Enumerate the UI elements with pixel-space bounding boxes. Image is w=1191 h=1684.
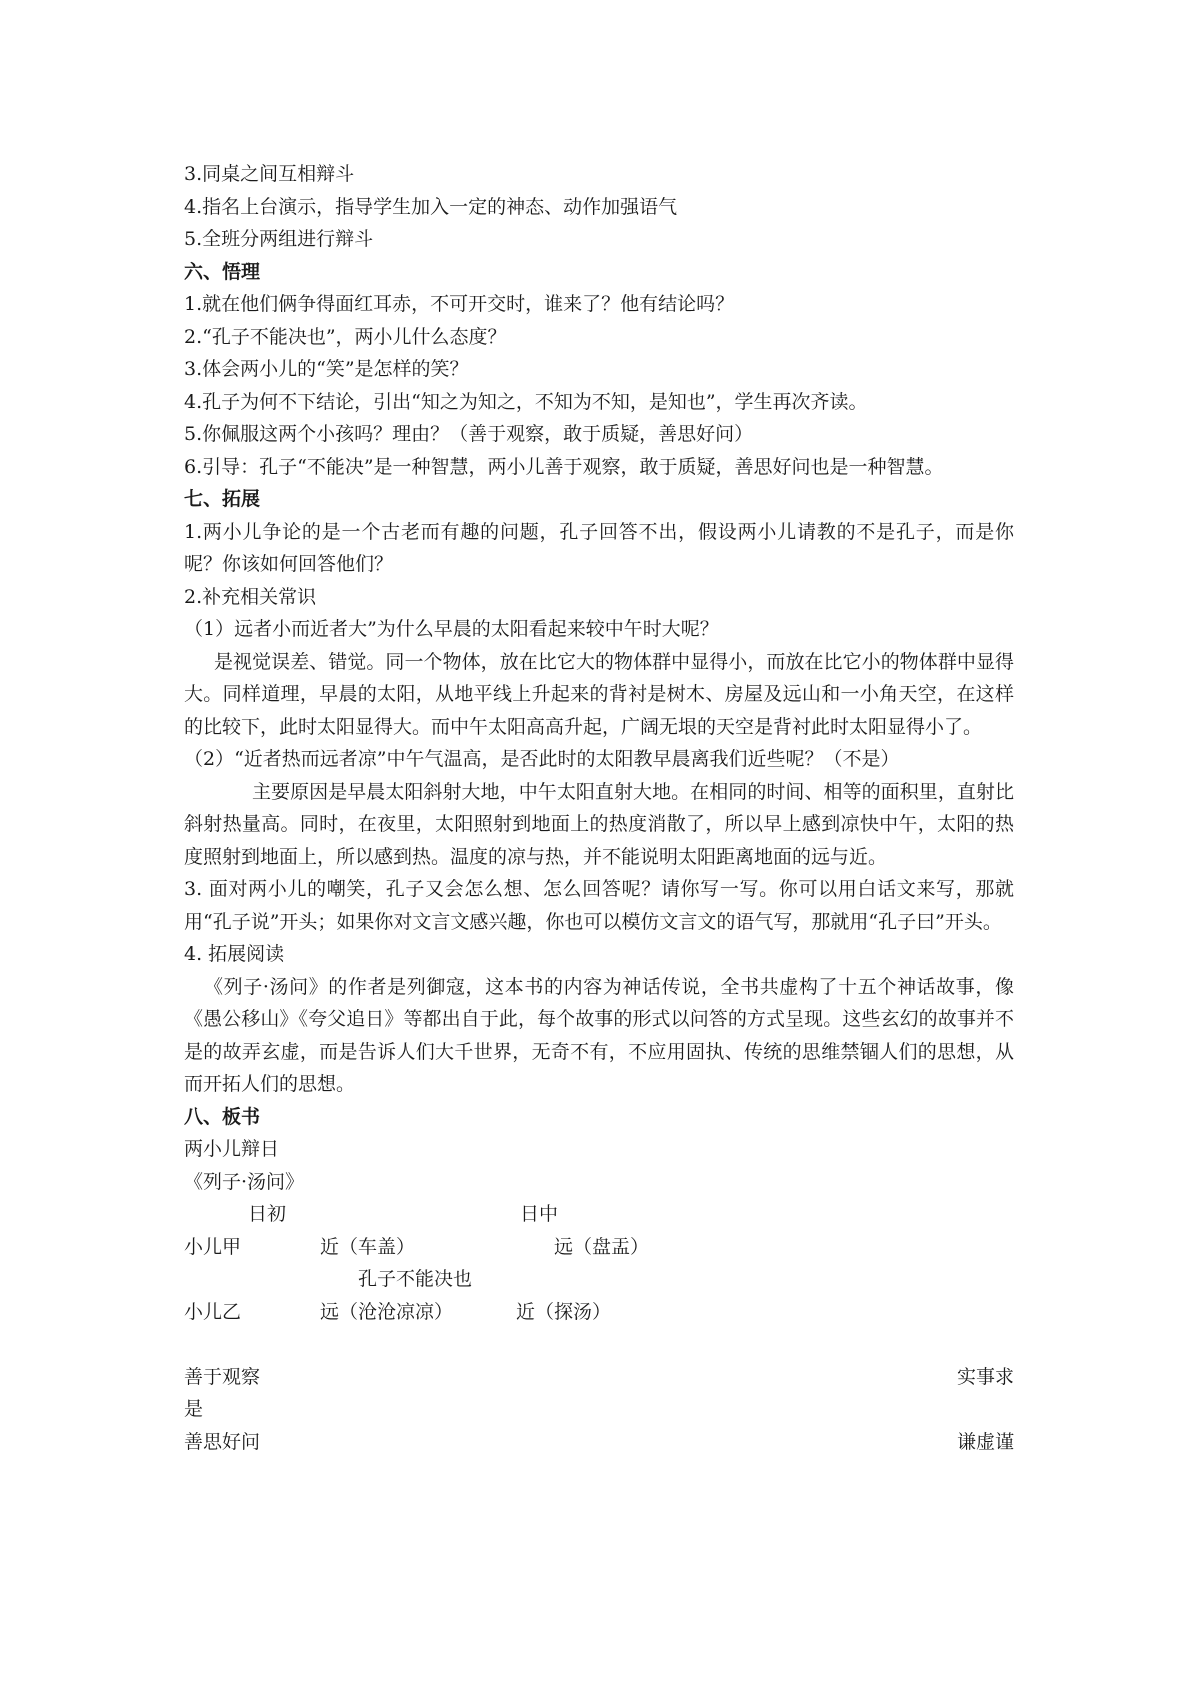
- section-7-item-1: 1.两小儿争论的是一个古老而有趣的问题，孔子回答不出，假设两小儿请教的不是孔子，而是你呢？你该如何回答他们？: [184, 520, 1014, 575]
- board-right-2: 谦虚谨: [956, 1430, 1014, 1453]
- board-row-child-a: [184, 1231, 1014, 1264]
- board-child-a: 小儿甲: [184, 1235, 242, 1258]
- board-right-1: 实事求: [956, 1365, 1014, 1388]
- step-3: 3.同桌之间互相辩斗: [184, 163, 355, 185]
- board-summary-row-1-cont: [184, 1393, 1014, 1426]
- board-source: 《列子·汤问》: [184, 1170, 305, 1193]
- board-b-noon: 近（探汤）: [516, 1300, 612, 1323]
- knowledge-question-2: （2）“近者热而远者凉”中午气温高，是否此时的太阳教早晨离我们近些呢？（不是）: [184, 748, 900, 770]
- board-a-noon: 远（盘盂）: [554, 1235, 650, 1258]
- section-6-item-5: 5.你佩服这两个小孩吗？理由？（善于观察，敢于质疑，善思好问）: [184, 423, 754, 445]
- section-7-item-4: 4. 拓展阅读: [184, 943, 285, 965]
- section-7-heading: 七、拓展: [184, 488, 261, 510]
- section-6-item-2: 2.“孔子不能决也”，两小儿什么态度？: [184, 325, 507, 348]
- board-col-morning: 日初: [248, 1203, 287, 1225]
- knowledge-question-1: （1）远者小而近者大”为什么早晨的太阳看起来较中午时大呢？: [184, 618, 719, 640]
- board-a-morning: 近（车盖）: [320, 1235, 416, 1258]
- step-4: 4.指名上台演示，指导学生加入一定的神态、动作加强语气: [184, 195, 678, 218]
- section-6-item-6: 6.引导：孔子“不能决”是一种智慧，两小儿善于观察，敢于质疑，善思好问也是一种智慧。: [184, 455, 944, 478]
- section-8-heading: 八、板书: [184, 1105, 261, 1128]
- board-spacer: [184, 1328, 1014, 1361]
- board-left-1-cont: 是: [184, 1398, 204, 1420]
- board-row-child-b: [184, 1296, 1014, 1329]
- board-left-2: 善思好问: [184, 1430, 261, 1453]
- step-5: 5.全班分两组进行辩斗: [184, 228, 374, 250]
- board-row-confucius: [184, 1263, 1014, 1296]
- board-col-noon: 日中: [520, 1203, 559, 1225]
- board-summary-row-1: [184, 1361, 1014, 1394]
- board-summary-row-2: [184, 1426, 1014, 1459]
- document-page: [184, 158, 1014, 1458]
- board-title: 两小儿辩日: [184, 1138, 280, 1160]
- board-child-b: 小儿乙: [184, 1300, 242, 1323]
- section-6-heading: 六、悟理: [184, 260, 261, 283]
- board-left-1: 善于观察: [184, 1365, 261, 1388]
- board-confucius: 孔子不能决也: [358, 1268, 473, 1290]
- extended-reading-paragraph: 《列子·汤问》的作者是列御寇，这本书的内容为神话传说，全书共虚构了十五个神话故事，像《愚公移山》《夸父追日》等都出自于此，每个故事的形式以问答的方式呈现。这些玄幻的故事并不是的故弄玄虚，而是告诉人们大千世界，无奇不有，不应用固执、传统的思维禁锢人们的思想，从而开拓人们的思想。: [184, 975, 1014, 1095]
- knowledge-answer-2: 主要原因是早晨太阳斜射大地，中午太阳直射大地。在相同的时间、相等的面积里，直射比斜射热量高。同时，在夜里，太阳照射到地面上的热度消散了，所以早上感到凉快中午，太阳的热度照射到地面上，所以感到热。温度的凉与热，并不能说明太阳距离地面的远与近。: [184, 780, 1014, 868]
- section-7-item-2: 2.补充相关常识: [184, 585, 317, 608]
- knowledge-answer-1: 是视觉误差、错觉。同一个物体，放在比它大的物体群中显得小，而放在比它小的物体群中显得大。同样道理，早晨的太阳，从地平线上升起来的背衬是树木、房屋及远山和一小角天空，在这样的比较下，此时太阳显得大。而中午太阳高高升起，广阔无垠的天空是背衬此时太阳显得小了。: [184, 650, 1014, 738]
- board-header-row: [184, 1198, 1014, 1231]
- board-b-morning: 远（沧沧凉凉）: [320, 1300, 454, 1323]
- section-6-item-1: 1.就在他们俩争得面红耳赤，不可开交时，谁来了？他有结论吗？: [184, 293, 735, 315]
- section-7-item-3: 3. 面对两小儿的嘲笑，孔子又会怎么想、怎么回答呢？请你写一写。你可以用白话文来写，那就用“孔子说”开头；如果你对文言文感兴趣，你也可以模仿文言文的语气写，那就用“孔子曰”开头。: [184, 878, 1014, 933]
- section-6-item-4: 4.孔子为何不下结论，引出“知之为知之，不知为不知，是知也”，学生再次齐读。: [184, 390, 868, 413]
- section-6-item-3: 3.体会两小儿的“笑”是怎样的笑？: [184, 358, 469, 380]
